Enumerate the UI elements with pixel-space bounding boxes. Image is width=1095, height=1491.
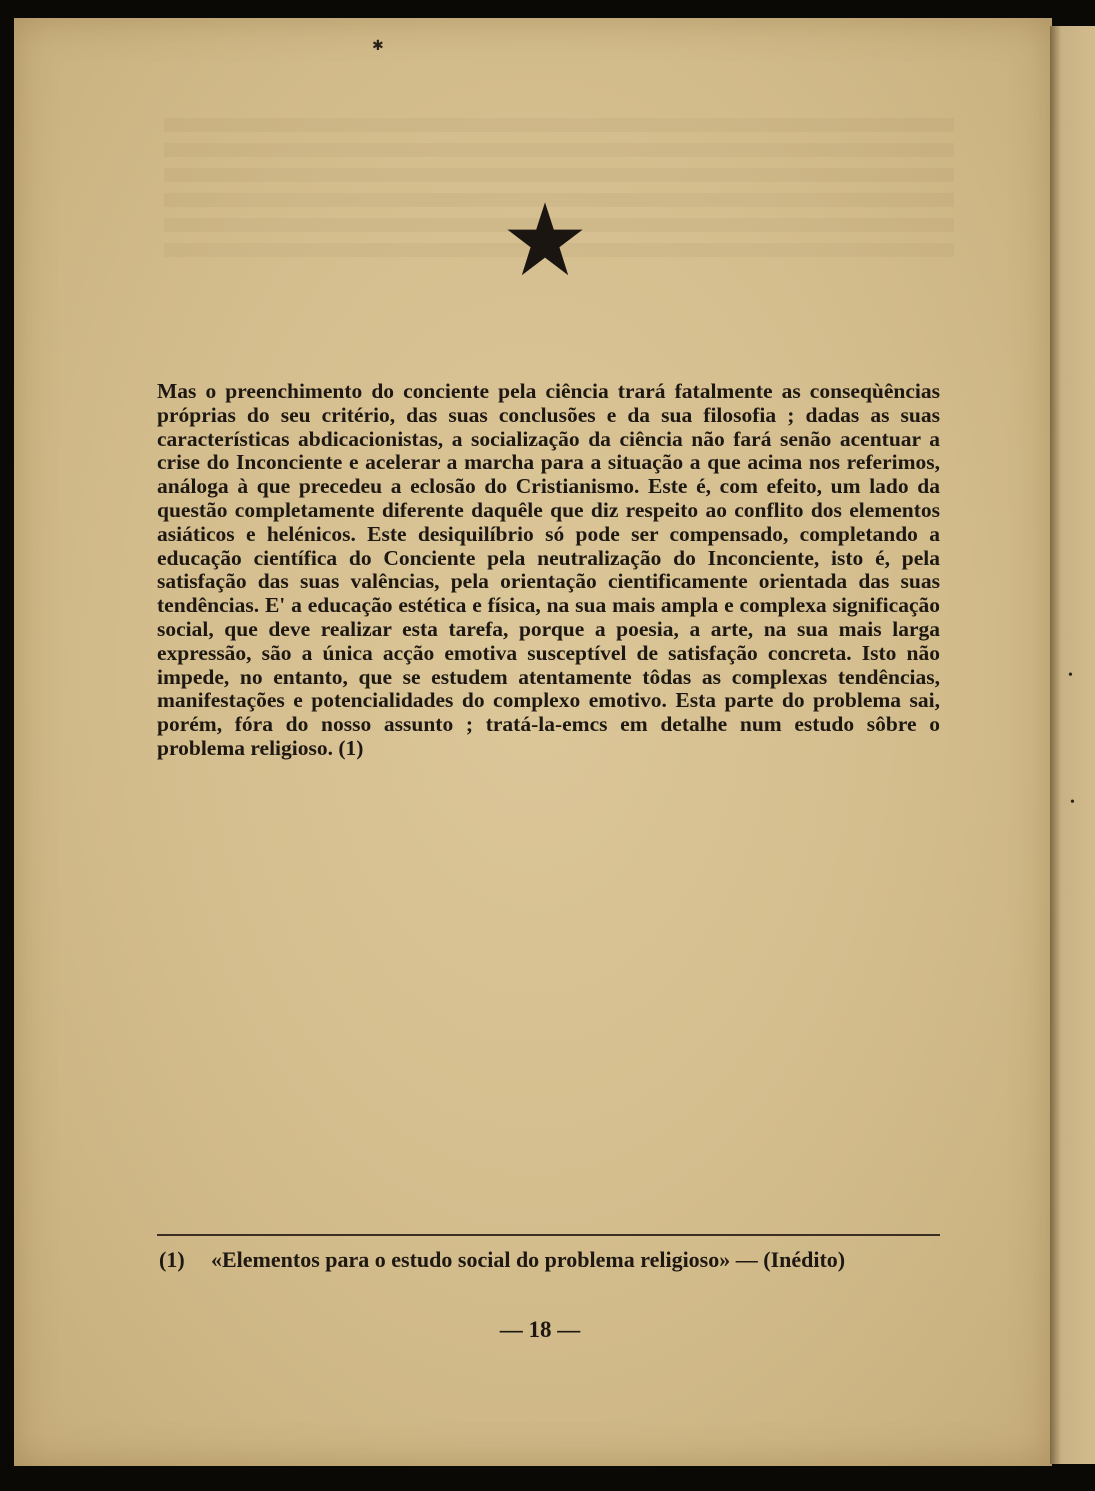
footnote-text: «Elementos para o estudo social do problema religioso» — (Inédito) (211, 1247, 846, 1272)
footnote-divider (157, 1234, 940, 1236)
ink-speck: • (1070, 795, 1075, 810)
star-icon-svg (505, 198, 585, 282)
footnote (159, 1247, 944, 1273)
star-icon (505, 198, 585, 282)
ink-speck: ✱ (372, 39, 384, 54)
footnote-marker: (1) (159, 1247, 185, 1272)
next-page-edge (1050, 26, 1095, 1464)
page-number: — 18 — (499, 1317, 581, 1342)
ink-speck: • (1068, 668, 1073, 683)
main-paragraph: Mas o preenchimento do conciente pela ciência trará fatalmente as conseqùências próprias do seu critério, das suas conclusões e da sua filosofia ; dadas as suas características abdicacionistas, a socialização da ciência não fará senão acentuar a crise do Inconciente e acelerar a marcha para a situação a que acima nos referimos, análoga à que precedeu a eclosão do Cristianismo. Este é, com efeito, um lado da questão completamente diferente daquêle que diz respeito ao conflito dos elementos asiáticos e helénicos. Este desiquilíbrio só pode ser compensado, completando a educação científica do Conciente pela neutralização do Inconciente, isto é, pela satisfação das suas valências, pela orientação cientificamente orientada das suas tendências. E' a educação estética e física, na sua mais ampla e complexa significação social, que deve realizar esta tarefa, porque a poesia, a arte, na sua mais larga expressão, são a única acção emotiva susceptível de satisfação concreta. Isto não impede, no entanto, que se estudem atentamente tôdas as complexas tendências, manifestações e potencialidades do complexo emotivo. Esta parte do problema sai, porém, fóra do nosso assunto ; tratá-la-emcs em detalhe num estudo sôbre o problema religioso. (1) (157, 379, 940, 760)
